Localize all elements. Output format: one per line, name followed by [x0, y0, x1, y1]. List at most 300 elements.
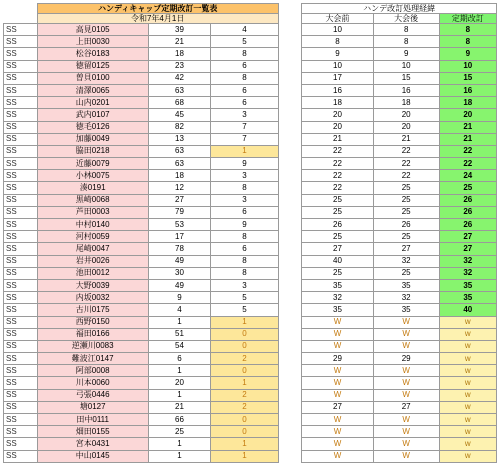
value-cell[interactable]: 63: [148, 84, 210, 96]
new-cell[interactable]: w: [439, 450, 496, 462]
increment-cell[interactable]: 7: [211, 121, 279, 133]
value-cell[interactable]: 4: [148, 304, 210, 316]
table-row[interactable]: [4, 72, 497, 84]
after-cell[interactable]: W: [373, 316, 439, 328]
value-cell[interactable]: 82: [148, 121, 210, 133]
name-cell[interactable]: 中村0140: [37, 219, 148, 231]
spacer-cell[interactable]: [278, 121, 301, 133]
spacer-cell[interactable]: [278, 304, 301, 316]
before-cell[interactable]: 17: [302, 72, 373, 84]
name-cell[interactable]: 阿部0008: [37, 365, 148, 377]
before-cell[interactable]: 10: [302, 24, 373, 36]
before-cell[interactable]: 25: [302, 267, 373, 279]
after-cell[interactable]: 9: [373, 48, 439, 60]
table-row[interactable]: [4, 133, 497, 145]
spacer-cell[interactable]: [278, 328, 301, 340]
name-cell[interactable]: 宮本0431: [37, 438, 148, 450]
after-cell[interactable]: W: [373, 450, 439, 462]
new-cell[interactable]: 22: [439, 145, 496, 157]
table-row[interactable]: [4, 279, 497, 291]
before-cell[interactable]: 20: [302, 121, 373, 133]
class-cell[interactable]: SS: [4, 340, 38, 352]
increment-cell[interactable]: 8: [211, 182, 279, 194]
class-cell[interactable]: SS: [4, 389, 38, 401]
new-cell[interactable]: 21: [439, 133, 496, 145]
before-cell[interactable]: W: [302, 414, 373, 426]
table-row[interactable]: [4, 316, 497, 328]
increment-cell[interactable]: 8: [211, 231, 279, 243]
value-cell[interactable]: 12: [148, 182, 210, 194]
value-cell[interactable]: 1: [148, 438, 210, 450]
table-row[interactable]: [4, 401, 497, 413]
new-cell[interactable]: 26: [439, 194, 496, 206]
name-cell[interactable]: 加藤0049: [37, 133, 148, 145]
before-cell[interactable]: 27: [302, 243, 373, 255]
value-cell[interactable]: 78: [148, 243, 210, 255]
new-cell[interactable]: 26: [439, 219, 496, 231]
value-cell[interactable]: 13: [148, 133, 210, 145]
name-cell[interactable]: 近藤0079: [37, 158, 148, 170]
after-cell[interactable]: W: [373, 389, 439, 401]
class-cell[interactable]: SS: [4, 121, 38, 133]
value-cell[interactable]: 79: [148, 206, 210, 218]
table-row[interactable]: [4, 206, 497, 218]
increment-cell[interactable]: 1: [211, 316, 279, 328]
increment-cell[interactable]: 5: [211, 304, 279, 316]
class-cell[interactable]: SS: [4, 231, 38, 243]
after-cell[interactable]: 15: [373, 72, 439, 84]
name-cell[interactable]: 高見0105: [37, 24, 148, 36]
class-cell[interactable]: SS: [4, 353, 38, 365]
name-cell[interactable]: 松谷0183: [37, 48, 148, 60]
increment-cell[interactable]: 6: [211, 97, 279, 109]
name-cell[interactable]: 清澤0065: [37, 84, 148, 96]
table-row[interactable]: [4, 84, 497, 96]
spacer-cell[interactable]: [278, 353, 301, 365]
name-cell[interactable]: 田中0111: [37, 414, 148, 426]
after-cell[interactable]: 22: [373, 170, 439, 182]
table-row[interactable]: [4, 304, 497, 316]
value-cell[interactable]: 45: [148, 109, 210, 121]
value-cell[interactable]: 39: [148, 24, 210, 36]
spacer-cell[interactable]: [278, 36, 301, 48]
table-row[interactable]: [4, 389, 497, 401]
after-cell[interactable]: 25: [373, 267, 439, 279]
new-cell[interactable]: 35: [439, 279, 496, 291]
spacer-cell[interactable]: [278, 340, 301, 352]
after-cell[interactable]: 8: [373, 36, 439, 48]
spacer-cell[interactable]: [278, 231, 301, 243]
class-cell[interactable]: SS: [4, 255, 38, 267]
class-cell[interactable]: SS: [4, 316, 38, 328]
name-cell[interactable]: 西野0150: [37, 316, 148, 328]
new-cell[interactable]: 15: [439, 72, 496, 84]
table-row[interactable]: [4, 36, 497, 48]
spacer-cell[interactable]: [278, 316, 301, 328]
value-cell[interactable]: 6: [148, 353, 210, 365]
before-cell[interactable]: 22: [302, 182, 373, 194]
increment-cell[interactable]: 2: [211, 389, 279, 401]
after-cell[interactable]: 20: [373, 121, 439, 133]
name-cell[interactable]: 逆瀬川0083: [37, 340, 148, 352]
new-cell[interactable]: w: [439, 328, 496, 340]
spacer-cell[interactable]: [278, 194, 301, 206]
before-cell[interactable]: 22: [302, 170, 373, 182]
after-cell[interactable]: 21: [373, 133, 439, 145]
increment-cell[interactable]: 2: [211, 401, 279, 413]
class-cell[interactable]: SS: [4, 170, 38, 182]
name-cell[interactable]: 脇田0218: [37, 145, 148, 157]
before-cell[interactable]: 8: [302, 36, 373, 48]
new-cell[interactable]: 27: [439, 243, 496, 255]
table-row[interactable]: [4, 170, 497, 182]
after-cell[interactable]: 32: [373, 255, 439, 267]
spacer-cell[interactable]: [278, 109, 301, 121]
increment-cell[interactable]: 3: [211, 109, 279, 121]
before-cell[interactable]: 9: [302, 48, 373, 60]
spacer-cell[interactable]: [278, 450, 301, 462]
name-cell[interactable]: 塘0127: [37, 401, 148, 413]
spacer-cell[interactable]: [278, 145, 301, 157]
class-cell[interactable]: SS: [4, 365, 38, 377]
after-cell[interactable]: 27: [373, 401, 439, 413]
new-cell[interactable]: 9: [439, 48, 496, 60]
value-cell[interactable]: 20: [148, 377, 210, 389]
value-cell[interactable]: 49: [148, 255, 210, 267]
name-cell[interactable]: 内坂0032: [37, 292, 148, 304]
table-row[interactable]: [4, 426, 497, 438]
class-cell[interactable]: SS: [4, 109, 38, 121]
spacer-cell[interactable]: [278, 365, 301, 377]
new-cell[interactable]: 21: [439, 121, 496, 133]
new-cell[interactable]: w: [439, 340, 496, 352]
increment-cell[interactable]: 2: [211, 353, 279, 365]
new-cell[interactable]: 40: [439, 304, 496, 316]
increment-cell[interactable]: 1: [211, 450, 279, 462]
new-cell[interactable]: 24: [439, 170, 496, 182]
value-cell[interactable]: 42: [148, 72, 210, 84]
table-row[interactable]: [4, 365, 497, 377]
spacer-cell[interactable]: [278, 389, 301, 401]
after-cell[interactable]: 8: [373, 24, 439, 36]
value-cell[interactable]: 49: [148, 279, 210, 291]
increment-cell[interactable]: 9: [211, 158, 279, 170]
increment-cell[interactable]: 1: [211, 145, 279, 157]
spacer-cell[interactable]: [278, 170, 301, 182]
class-cell[interactable]: SS: [4, 158, 38, 170]
after-cell[interactable]: W: [373, 377, 439, 389]
after-cell[interactable]: 35: [373, 279, 439, 291]
spacer-cell[interactable]: [278, 267, 301, 279]
increment-cell[interactable]: 1: [211, 438, 279, 450]
after-cell[interactable]: W: [373, 426, 439, 438]
new-cell[interactable]: w: [439, 377, 496, 389]
name-cell[interactable]: 武内0107: [37, 109, 148, 121]
value-cell[interactable]: 51: [148, 328, 210, 340]
class-cell[interactable]: SS: [4, 267, 38, 279]
class-cell[interactable]: SS: [4, 97, 38, 109]
value-cell[interactable]: 30: [148, 267, 210, 279]
name-cell[interactable]: 中山0145: [37, 450, 148, 462]
name-cell[interactable]: 湊0191: [37, 182, 148, 194]
before-cell[interactable]: 27: [302, 401, 373, 413]
after-cell[interactable]: 16: [373, 84, 439, 96]
spacer-cell[interactable]: [278, 401, 301, 413]
increment-cell[interactable]: 8: [211, 267, 279, 279]
table-row[interactable]: [4, 353, 497, 365]
increment-cell[interactable]: 1: [211, 377, 279, 389]
new-cell[interactable]: 20: [439, 109, 496, 121]
table-row[interactable]: [4, 182, 497, 194]
increment-cell[interactable]: 9: [211, 219, 279, 231]
new-cell[interactable]: 32: [439, 255, 496, 267]
after-cell[interactable]: 35: [373, 304, 439, 316]
increment-cell[interactable]: 8: [211, 72, 279, 84]
value-cell[interactable]: 53: [148, 219, 210, 231]
class-cell[interactable]: SS: [4, 133, 38, 145]
spacer-cell[interactable]: [278, 255, 301, 267]
value-cell[interactable]: 1: [148, 365, 210, 377]
after-cell[interactable]: 27: [373, 243, 439, 255]
before-cell[interactable]: 10: [302, 60, 373, 72]
value-cell[interactable]: 54: [148, 340, 210, 352]
spacer-cell[interactable]: [278, 426, 301, 438]
new-cell[interactable]: 35: [439, 292, 496, 304]
class-cell[interactable]: SS: [4, 145, 38, 157]
before-cell[interactable]: 26: [302, 219, 373, 231]
after-cell[interactable]: 25: [373, 206, 439, 218]
class-cell[interactable]: SS: [4, 450, 38, 462]
class-cell[interactable]: SS: [4, 426, 38, 438]
table-row[interactable]: [4, 121, 497, 133]
class-cell[interactable]: SS: [4, 219, 38, 231]
increment-cell[interactable]: 3: [211, 170, 279, 182]
name-cell[interactable]: 徳毛0126: [37, 121, 148, 133]
before-cell[interactable]: 29: [302, 353, 373, 365]
increment-cell[interactable]: 0: [211, 328, 279, 340]
increment-cell[interactable]: 0: [211, 340, 279, 352]
spacer-cell[interactable]: [278, 48, 301, 60]
name-cell[interactable]: 小林0075: [37, 170, 148, 182]
name-cell[interactable]: 山内0201: [37, 97, 148, 109]
class-cell[interactable]: SS: [4, 243, 38, 255]
name-cell[interactable]: 池田0012: [37, 267, 148, 279]
spacer-cell[interactable]: [278, 182, 301, 194]
after-cell[interactable]: W: [373, 438, 439, 450]
before-cell[interactable]: W: [302, 389, 373, 401]
name-cell[interactable]: 川本0060: [37, 377, 148, 389]
before-cell[interactable]: 35: [302, 279, 373, 291]
table-row[interactable]: [4, 255, 497, 267]
name-cell[interactable]: 芦田0003: [37, 206, 148, 218]
spacer-cell[interactable]: [278, 243, 301, 255]
spacer-cell[interactable]: [278, 438, 301, 450]
increment-cell[interactable]: 5: [211, 292, 279, 304]
value-cell[interactable]: 63: [148, 145, 210, 157]
after-cell[interactable]: W: [373, 365, 439, 377]
spacer-cell[interactable]: [278, 60, 301, 72]
class-cell[interactable]: SS: [4, 377, 38, 389]
increment-cell[interactable]: 6: [211, 243, 279, 255]
class-cell[interactable]: SS: [4, 279, 38, 291]
name-cell[interactable]: 難波江0147: [37, 353, 148, 365]
increment-cell[interactable]: 5: [211, 36, 279, 48]
after-cell[interactable]: 25: [373, 182, 439, 194]
before-cell[interactable]: 25: [302, 194, 373, 206]
table-row[interactable]: [4, 145, 497, 157]
after-cell[interactable]: 25: [373, 194, 439, 206]
name-cell[interactable]: 黒崎0068: [37, 194, 148, 206]
increment-cell[interactable]: 4: [211, 24, 279, 36]
spacer-cell[interactable]: [278, 84, 301, 96]
class-cell[interactable]: SS: [4, 84, 38, 96]
value-cell[interactable]: 63: [148, 158, 210, 170]
table-row[interactable]: [4, 97, 497, 109]
before-cell[interactable]: 25: [302, 206, 373, 218]
new-cell[interactable]: 26: [439, 206, 496, 218]
spacer-cell[interactable]: [278, 24, 301, 36]
after-cell[interactable]: 10: [373, 60, 439, 72]
before-cell[interactable]: 21: [302, 133, 373, 145]
table-row[interactable]: [4, 292, 497, 304]
class-cell[interactable]: SS: [4, 328, 38, 340]
table-row[interactable]: [4, 109, 497, 121]
spacer-cell[interactable]: [278, 72, 301, 84]
after-cell[interactable]: 20: [373, 109, 439, 121]
after-cell[interactable]: 25: [373, 231, 439, 243]
increment-cell[interactable]: 0: [211, 414, 279, 426]
name-cell[interactable]: 古川0175: [37, 304, 148, 316]
table-row[interactable]: [4, 48, 497, 60]
name-cell[interactable]: 福田0166: [37, 328, 148, 340]
after-cell[interactable]: 29: [373, 353, 439, 365]
after-cell[interactable]: 22: [373, 145, 439, 157]
table-row[interactable]: [4, 450, 497, 462]
new-cell[interactable]: w: [439, 414, 496, 426]
before-cell[interactable]: W: [302, 316, 373, 328]
before-cell[interactable]: 22: [302, 158, 373, 170]
after-cell[interactable]: 18: [373, 97, 439, 109]
before-cell[interactable]: 40: [302, 255, 373, 267]
value-cell[interactable]: 68: [148, 97, 210, 109]
increment-cell[interactable]: 7: [211, 133, 279, 145]
before-cell[interactable]: 20: [302, 109, 373, 121]
increment-cell[interactable]: 6: [211, 60, 279, 72]
name-cell[interactable]: 河村0059: [37, 231, 148, 243]
new-cell[interactable]: w: [439, 426, 496, 438]
table-row[interactable]: [4, 24, 497, 36]
name-cell[interactable]: 曽貝0100: [37, 72, 148, 84]
value-cell[interactable]: 21: [148, 36, 210, 48]
class-cell[interactable]: SS: [4, 194, 38, 206]
spacer-cell[interactable]: [278, 377, 301, 389]
before-cell[interactable]: 25: [302, 231, 373, 243]
new-cell[interactable]: w: [439, 438, 496, 450]
class-cell[interactable]: SS: [4, 36, 38, 48]
new-cell[interactable]: w: [439, 353, 496, 365]
name-cell[interactable]: 大野0039: [37, 279, 148, 291]
before-cell[interactable]: W: [302, 328, 373, 340]
value-cell[interactable]: 1: [148, 316, 210, 328]
after-cell[interactable]: 22: [373, 158, 439, 170]
name-cell[interactable]: 徳留0125: [37, 60, 148, 72]
after-cell[interactable]: 26: [373, 219, 439, 231]
new-cell[interactable]: 8: [439, 36, 496, 48]
before-cell[interactable]: 18: [302, 97, 373, 109]
class-cell[interactable]: SS: [4, 401, 38, 413]
table-row[interactable]: [4, 267, 497, 279]
new-cell[interactable]: 22: [439, 158, 496, 170]
value-cell[interactable]: 23: [148, 60, 210, 72]
before-cell[interactable]: W: [302, 450, 373, 462]
class-cell[interactable]: SS: [4, 24, 38, 36]
before-cell[interactable]: W: [302, 438, 373, 450]
name-cell[interactable]: 弓張0446: [37, 389, 148, 401]
new-cell[interactable]: w: [439, 365, 496, 377]
new-cell[interactable]: w: [439, 389, 496, 401]
value-cell[interactable]: 9: [148, 292, 210, 304]
before-cell[interactable]: 32: [302, 292, 373, 304]
value-cell[interactable]: 27: [148, 194, 210, 206]
name-cell[interactable]: 尾崎0047: [37, 243, 148, 255]
after-cell[interactable]: W: [373, 340, 439, 352]
table-row[interactable]: [4, 340, 497, 352]
class-cell[interactable]: SS: [4, 72, 38, 84]
increment-cell[interactable]: 6: [211, 84, 279, 96]
name-cell[interactable]: 畑田0155: [37, 426, 148, 438]
spacer-cell[interactable]: [278, 414, 301, 426]
table-row[interactable]: [4, 158, 497, 170]
value-cell[interactable]: 1: [148, 450, 210, 462]
table-row[interactable]: [4, 328, 497, 340]
spacer-cell[interactable]: [278, 206, 301, 218]
before-cell[interactable]: W: [302, 340, 373, 352]
after-cell[interactable]: 32: [373, 292, 439, 304]
new-cell[interactable]: w: [439, 316, 496, 328]
class-cell[interactable]: SS: [4, 206, 38, 218]
spacer-cell[interactable]: [278, 279, 301, 291]
before-cell[interactable]: W: [302, 426, 373, 438]
before-cell[interactable]: 22: [302, 145, 373, 157]
spacer-cell[interactable]: [278, 97, 301, 109]
table-row[interactable]: [4, 194, 497, 206]
spacer-cell[interactable]: [278, 292, 301, 304]
new-cell[interactable]: 18: [439, 97, 496, 109]
new-cell[interactable]: 16: [439, 84, 496, 96]
before-cell[interactable]: W: [302, 377, 373, 389]
table-row[interactable]: [4, 414, 497, 426]
value-cell[interactable]: 66: [148, 414, 210, 426]
new-cell[interactable]: w: [439, 401, 496, 413]
increment-cell[interactable]: 0: [211, 365, 279, 377]
increment-cell[interactable]: 8: [211, 48, 279, 60]
before-cell[interactable]: 35: [302, 304, 373, 316]
value-cell[interactable]: 1: [148, 389, 210, 401]
before-cell[interactable]: W: [302, 365, 373, 377]
table-row[interactable]: [4, 231, 497, 243]
table-row[interactable]: [4, 438, 497, 450]
spacer-cell[interactable]: [278, 133, 301, 145]
new-cell[interactable]: 10: [439, 60, 496, 72]
class-cell[interactable]: SS: [4, 182, 38, 194]
new-cell[interactable]: 25: [439, 182, 496, 194]
name-cell[interactable]: 岩井0026: [37, 255, 148, 267]
table-row[interactable]: [4, 377, 497, 389]
increment-cell[interactable]: 3: [211, 279, 279, 291]
value-cell[interactable]: 18: [148, 48, 210, 60]
class-cell[interactable]: SS: [4, 304, 38, 316]
table-row[interactable]: [4, 60, 497, 72]
